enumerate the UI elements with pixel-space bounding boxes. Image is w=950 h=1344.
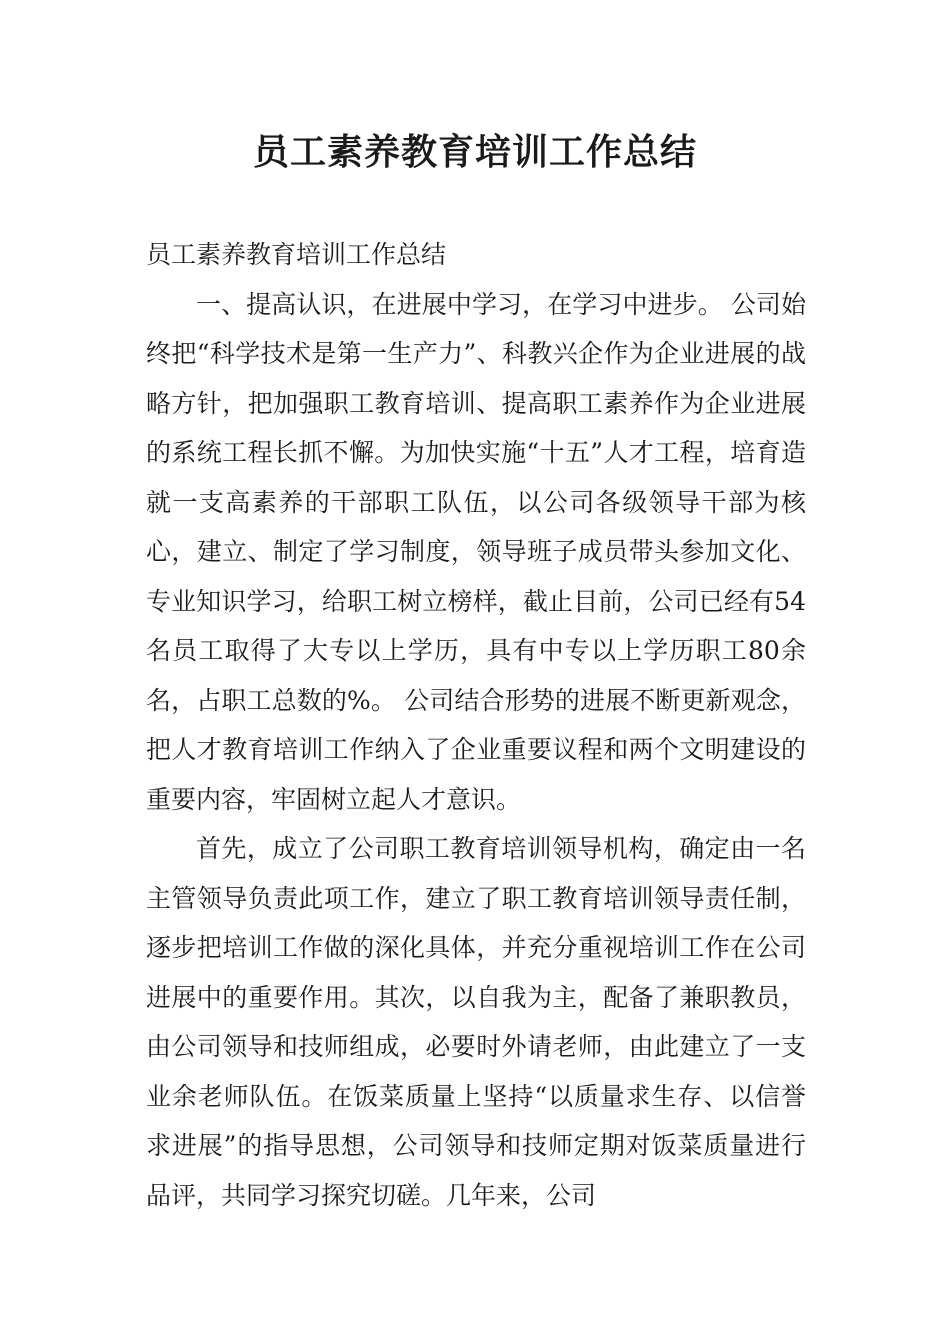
paragraph-1: 一、提高认识，在进展中学习，在学习中进步。 公司始终把“科学技术是第一生产力”、科教兴企作为企业进展的战略方针，把加强职工教育培训、提高职工素养作为企业进展的系统工程长抓不懈。为加快实施“十五”人才工程，培育造就一支高素养的干部职工队伍，以公司各级领导干部为核心，建立、制定了学习制度，领导班子成员带头参加文化、专业知识学习，给职工树立榜样，截止目前，公司已经有54名员工取得了大专以上学历，具有中专以上学历职工80余名，占职工总数的%。 公司结合形势的进展不断更新观念，把人才教育培训工作纳入了企业重要议程和两个文明建设的重要内容，牢固树立起人才意识。 xyxy=(146,289,806,814)
paragraph-2: 首先，成立了公司职工教育培训领导机构，确定由一名主管领导负责此项工作，建立了职工教育培训领导责任制，逐步把培训工作做的深化具体，并充分重视培训工作在公司进展中的重要作用。其次，以自我为主，配备了兼职教员，由公司领导和技师组成，必要时外请老师，由此建立了一支业余老师队伍。在饭菜质量上坚持“以质量求生存、以信誉求进展”的指导思想，公司领导和技师定期对饭菜质量进行品评，共同学习探究切磋。几年来，公司 xyxy=(146,834,806,1210)
document-subtitle: 员工素养教育培训工作总结 xyxy=(146,240,447,269)
document-body xyxy=(146,230,806,1220)
document-title: 员工素养教育培训工作总结 xyxy=(252,132,697,173)
